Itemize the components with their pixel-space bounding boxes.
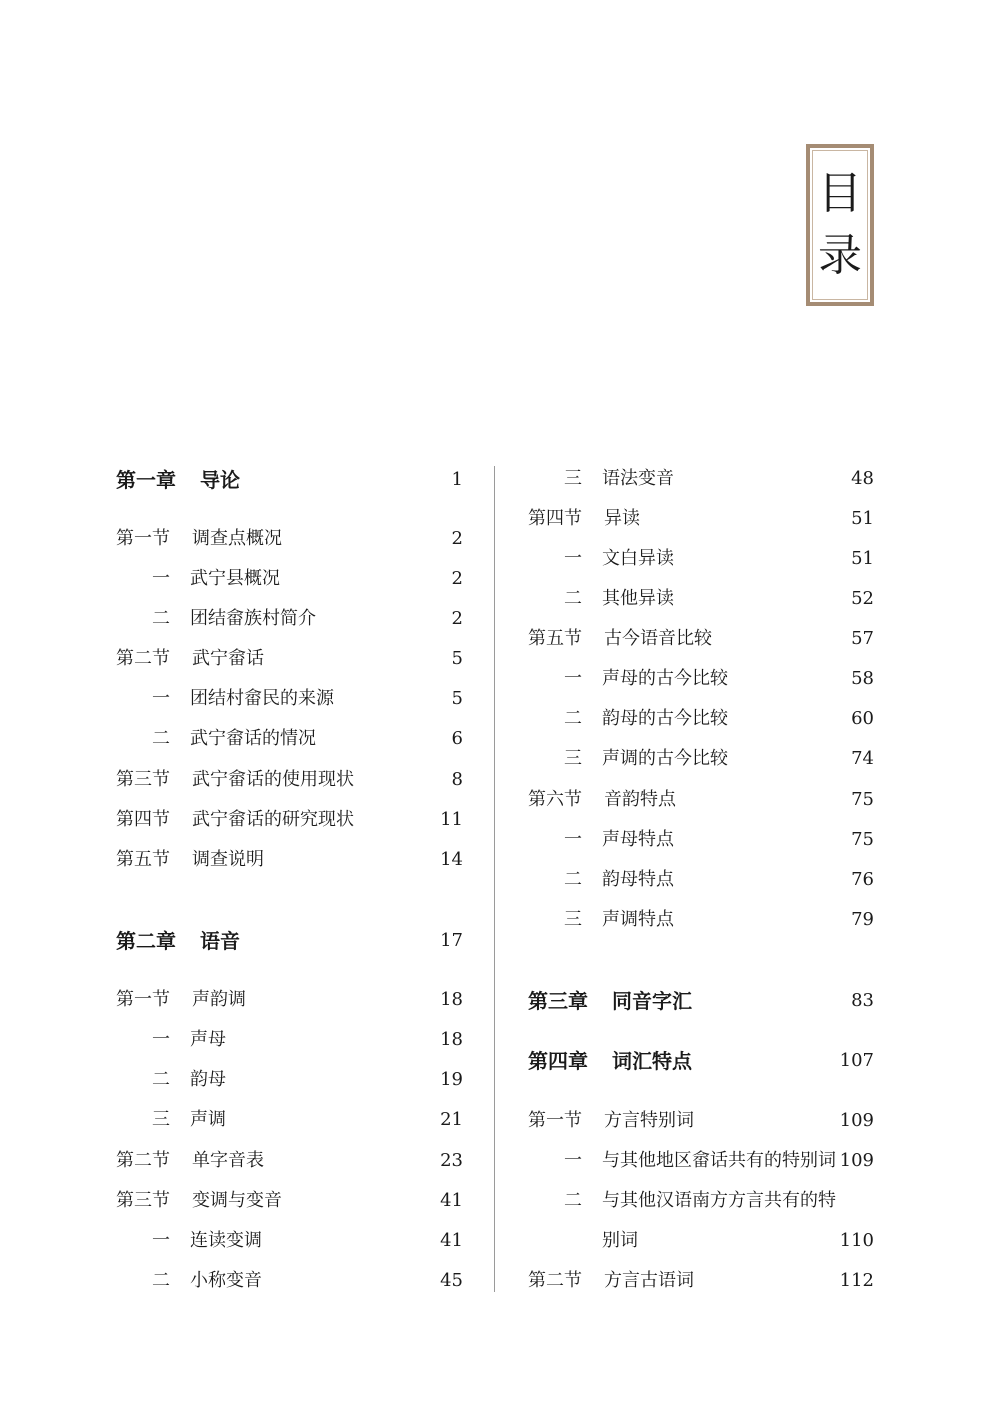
toc-entry-number: 第一节 [116,989,170,1010]
toc-entry[interactable] [116,1266,463,1296]
toc-entry-label: 声调 [190,1109,226,1130]
toc-entry[interactable] [116,985,463,1015]
toc-entry-page: 23 [440,1150,463,1171]
toc-entry-page: 21 [440,1109,463,1130]
toc-entry[interactable] [528,664,874,694]
toc-entry-number: 三 [152,1109,170,1130]
toc-entry[interactable] [528,1046,874,1076]
toc-entry-page: 76 [851,869,874,890]
toc-entry[interactable] [116,1025,463,1055]
toc-entry[interactable] [116,524,463,554]
toc-entry-label: 声调的古今比较 [602,748,728,769]
toc-entry-label: 与其他汉语南方方言共有的特 [602,1190,836,1211]
toc-entry-label: 调查点概况 [192,528,282,549]
toc-entry-page: 2 [451,608,463,629]
toc-entry-label: 文白异读 [602,548,674,569]
toc-entry-label: 声母特点 [602,829,674,850]
toc-entry-label: 声韵调 [192,989,246,1010]
toc-entry-label: 韵母特点 [602,869,674,890]
toc-entry-label: 武宁畲话的研究现状 [192,809,354,830]
toc-entry-page: 19 [440,1069,463,1090]
toc-entry-page: 45 [440,1270,463,1291]
toc-entry-page: 5 [451,688,463,709]
toc-entry-number: 二 [564,708,582,729]
toc-entry[interactable] [528,825,874,855]
toc-entry-continuation[interactable] [528,1226,874,1256]
toc-entry-number: 第二节 [528,1270,582,1291]
toc-entry-number: 第二章 [116,929,176,953]
toc-entry-label: 别词 [602,1230,638,1251]
toc-entry[interactable] [528,905,874,935]
toc-entry-label: 武宁县概况 [190,568,280,589]
toc-entry-number: 第一章 [116,468,176,492]
toc-entry-number: 三 [564,909,582,930]
toc-entry-page: 75 [851,789,874,810]
toc-entry[interactable] [116,845,463,875]
toc-entry[interactable] [116,1186,463,1216]
toc-entry[interactable] [116,1105,463,1135]
toc-entry-number: 一 [564,548,582,569]
toc-entry-page: 112 [839,1270,874,1291]
toc-entry-number: 二 [564,1190,582,1211]
toc-entry-number: 二 [152,608,170,629]
toc-entry-page: 41 [440,1230,463,1251]
toc-entry-label: 单字音表 [192,1150,264,1171]
toc-entry-page: 57 [851,628,874,649]
toc-entry-label: 同音字汇 [612,989,692,1013]
toc-title-char-2: 录 [818,230,862,281]
toc-entry[interactable] [116,684,463,714]
toc-entry-page: 51 [851,548,874,569]
toc-entry[interactable] [116,564,463,594]
toc-entry-label: 语音 [200,929,240,953]
toc-entry-number: 第五节 [116,849,170,870]
toc-entry-page: 109 [839,1150,874,1171]
toc-entry-label: 声母 [190,1029,226,1050]
toc-entry-page: 18 [440,1029,463,1050]
toc-entry-page: 8 [451,769,463,790]
toc-entry-page: 6 [451,728,463,749]
toc-entry[interactable] [116,1065,463,1095]
toc-entry-number: 第六节 [528,789,582,810]
toc-entry-number: 一 [152,688,170,709]
toc-entry-label: 导论 [200,468,240,492]
toc-entry-page: 2 [451,528,463,549]
toc-entry-page: 14 [440,849,463,870]
toc-entry-number: 第四节 [528,508,582,529]
toc-entry-page: 51 [851,508,874,529]
toc-entry-page: 83 [851,990,874,1011]
toc-entry-label: 词汇特点 [612,1049,692,1073]
toc-entry-number: 第一节 [528,1110,582,1131]
toc-entry-label: 武宁畲话的使用现状 [192,769,354,790]
toc-entry[interactable] [528,464,874,494]
toc-entry-number: 三 [564,748,582,769]
toc-entry-label: 声调特点 [602,909,674,930]
toc-entry-number: 一 [564,1150,582,1171]
toc-entry-label: 调查说明 [192,849,264,870]
toc-entry-number: 第四章 [528,1049,588,1073]
toc-entry-number: 二 [152,1069,170,1090]
toc-entry-label: 声母的古今比较 [602,668,728,689]
toc-entry-page: 110 [839,1230,874,1251]
toc-entry[interactable] [528,986,874,1016]
toc-entry-number: 第五节 [528,628,582,649]
toc-entry-number: 一 [564,668,582,689]
toc-entry-number: 二 [152,1270,170,1291]
toc-entry-page: 11 [440,809,463,830]
toc-entry-number: 第三节 [116,1190,170,1211]
toc-entry-page: 41 [440,1190,463,1211]
toc-entry-number: 一 [152,1029,170,1050]
toc-entry[interactable] [116,1226,463,1256]
toc-entry-page: 79 [851,909,874,930]
toc-entry-page: 18 [440,989,463,1010]
toc-entry[interactable] [528,704,874,734]
toc-entry-number: 二 [152,728,170,749]
toc-entry-number: 第三节 [116,769,170,790]
toc-entry[interactable] [528,584,874,614]
toc-entry-label: 异读 [604,508,640,529]
toc-entry[interactable] [116,765,463,795]
toc-entry[interactable] [528,1106,874,1136]
toc-entry[interactable] [528,1146,874,1176]
toc-entry-page: 52 [851,588,874,609]
toc-entry-label: 团结畲族村简介 [190,608,316,629]
column-divider [494,466,495,1292]
toc-entry-label: 韵母 [190,1069,226,1090]
toc-entry-number: 第二节 [116,1150,170,1171]
toc-entry-label: 变调与变音 [192,1190,282,1211]
toc-entry-number: 第一节 [116,528,170,549]
toc-entry[interactable] [528,504,874,534]
toc-entry-label: 团结村畲民的来源 [190,688,334,709]
toc-entry[interactable] [528,744,874,774]
toc-entry-page: 109 [839,1110,874,1131]
toc-entry-label: 武宁畲话 [192,648,264,669]
toc-entry[interactable] [528,1266,874,1296]
toc-entry-page: 74 [851,748,874,769]
toc-entry-page: 48 [851,468,874,489]
toc-entry[interactable] [116,805,463,835]
toc-entry[interactable] [116,604,463,634]
toc-entry-label: 语法变音 [602,468,674,489]
toc-entry[interactable] [116,644,463,674]
toc-entry[interactable] [528,624,874,654]
toc-entry-page: 107 [839,1050,874,1071]
toc-entry-number: 一 [152,568,170,589]
toc-entry-label: 韵母的古今比较 [602,708,728,729]
toc-title-char-1: 目 [818,168,862,219]
toc-entry[interactable] [528,865,874,895]
toc-entry-page: 5 [451,648,463,669]
toc-entry[interactable] [116,926,463,956]
toc-entry[interactable] [116,724,463,754]
toc-entry-page: 58 [851,668,874,689]
toc-entry-number: 二 [564,869,582,890]
toc-entry-page: 17 [440,930,463,951]
toc-entry-number: 第二节 [116,648,170,669]
toc-entry-label: 其他异读 [602,588,674,609]
toc-entry-label: 连读变调 [190,1230,262,1251]
toc-entry-number: 一 [152,1230,170,1251]
toc-entry-number: 第四节 [116,809,170,830]
toc-entry-page: 1 [451,469,463,490]
toc-entry-label: 小称变音 [190,1270,262,1291]
toc-entry-page: 75 [851,829,874,850]
toc-entry-number: 二 [564,588,582,609]
toc-entry-number: 一 [564,829,582,850]
toc-entry[interactable] [528,544,874,574]
toc-title-frame [806,144,874,306]
toc-entry-label: 方言古语词 [604,1270,694,1291]
toc-entry[interactable] [116,1146,463,1176]
toc-entry[interactable] [116,465,463,495]
toc-entry-label: 古今语音比较 [604,628,712,649]
toc-entry-label: 方言特别词 [604,1110,694,1131]
toc-entry[interactable] [528,785,874,815]
toc-entry-label: 与其他地区畲话共有的特别词 [602,1150,836,1171]
toc-entry-label: 音韵特点 [604,789,676,810]
toc-entry[interactable] [528,1186,874,1216]
toc-entry-number: 三 [564,468,582,489]
toc-entry-label: 武宁畲话的情况 [190,728,316,749]
toc-entry-page: 2 [451,568,463,589]
toc-entry-number: 第三章 [528,989,588,1013]
toc-entry-page: 60 [851,708,874,729]
